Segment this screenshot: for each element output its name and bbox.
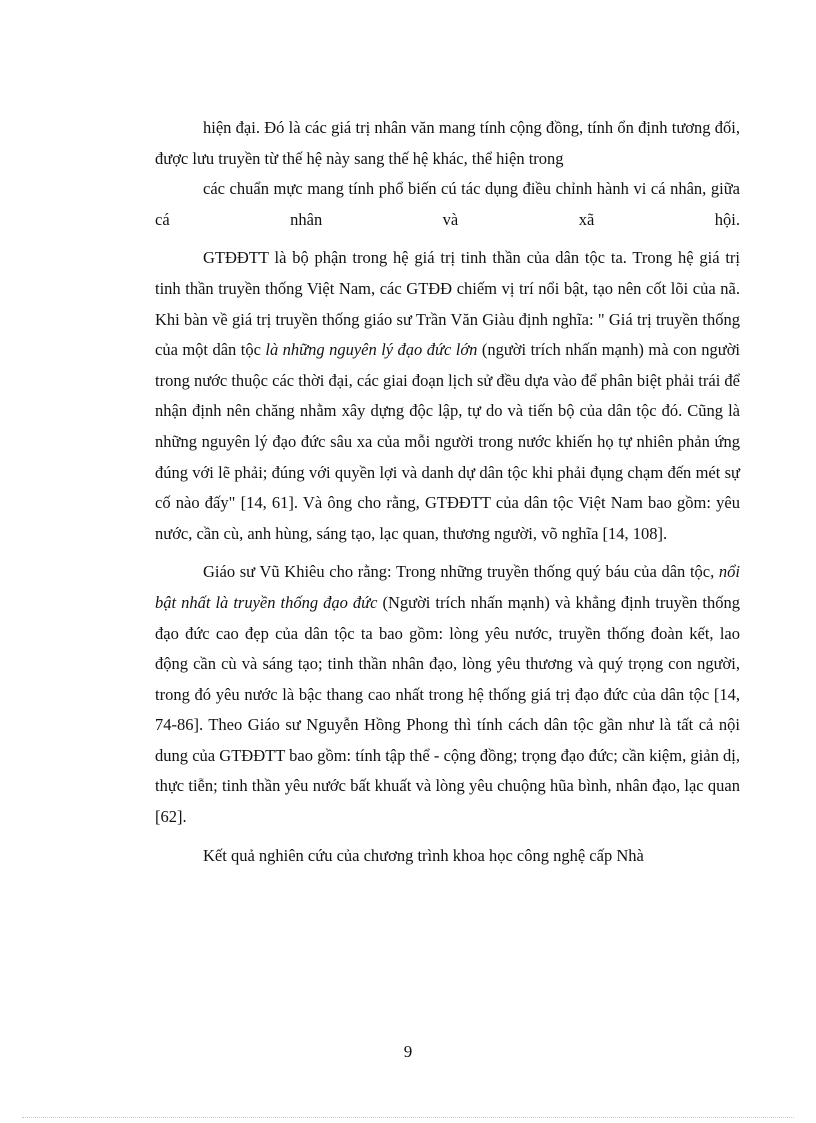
paragraph-4-text-a: Giáo sư Vũ Khiêu cho rằng: Trong những truyền thống quý báu của dân tộc, xyxy=(203,562,719,582)
paragraph-1: hiện đại. Đó là các giá trị nhân văn mang tính cộng đồng, tính ổn định tương đối, được lưu truyền từ thế hệ này sang thế hệ khác, thể hiện trong xyxy=(155,118,740,168)
paragraph-5: Kết quả nghiên cứu của chương trình khoa học công nghệ cấp Nhà xyxy=(203,845,644,865)
body-text xyxy=(155,113,740,879)
paragraph-4 xyxy=(155,557,740,832)
paragraph-2: các chuẩn mực mang tính phổ biến cú tác dụng điều chỉnh hành vi cá nhân, giữa cá nhân và xã hội. xyxy=(155,179,740,229)
paragraph-3-text-a: GTĐĐTT là bộ phận trong hệ giá trị tinh thần của dân tộc ta. Trong hệ giá trị tinh thần truyền thống Việt Nam, các GTĐĐ chiếm vị trí nổi bật, tạo nên cốt lõi của nã. Khi bàn về giá trị truyền thống giáo sư Trần Văn Giàu định nghĩa: " Giá trị truyền thống của một dân tộc xyxy=(155,248,740,360)
page-number: 9 xyxy=(403,1042,413,1061)
paragraph-3-text-b: (người trích nhấn mạnh) mà con người trong nước thuộc các thời đại, các giai đoạn lịch sử đều dựa vào để phân biệt phải trái để nhận định nên chăng nhằm xây dựng độc lập, tự do và tiến bộ của dân tộc đó. Cũng là những nguyên lý đạo đức sâu xa của mỗi người trong nước khiến họ tự nhiên phản ứng đúng với lẽ phải; đúng với quyền lợi và danh dự dân tộc khi phải đụng chạm đến mét sự cố nào đấy" [14, 61]. Và ông cho rằng, GTĐĐTT của dân tộc Việt Nam bao gồm: yêu nước, cần cù, anh hùng, sáng tạo, lạc quan, thương người, võ nghĩa [14, 108]. xyxy=(155,340,741,543)
footer-divider xyxy=(22,1117,794,1118)
paragraph-4-text-b: (Người trích nhấn mạnh) và khẳng định truyền thống đạo đức cao đẹp của dân tộc ta bao gồm: lòng yêu nước, truyền thống đoàn kết, lao động cần cù và sáng tạo; tinh thần nhân đạo, lòng yêu thương và quý trọng con người, trong đó yêu nước là bậc thang cao nhất trong hệ thống giá trị đạo đức của dân tộc [14, 74-86]. Theo Giáo sư Nguyễn Hồng Phong thì tính cách dân tộc gần như là tất cả nội dung của GTĐĐTT bao gồm: tính tập thể - cộng đồng; trọng đạo đức; cần kiệm, giản dị, thực tiễn; tinh thần yêu nước bất khuất và lòng yêu chuộng hũa bình, nhân đạo, lạc quan [62]. xyxy=(155,592,741,827)
paragraph-3-emphasis: là những nguyên lý đạo đức lớn xyxy=(265,340,478,360)
paragraph-4-emphasis: nổi bật nhất là truyền thống đạo đức xyxy=(155,562,740,612)
paragraph-3 xyxy=(155,243,740,549)
